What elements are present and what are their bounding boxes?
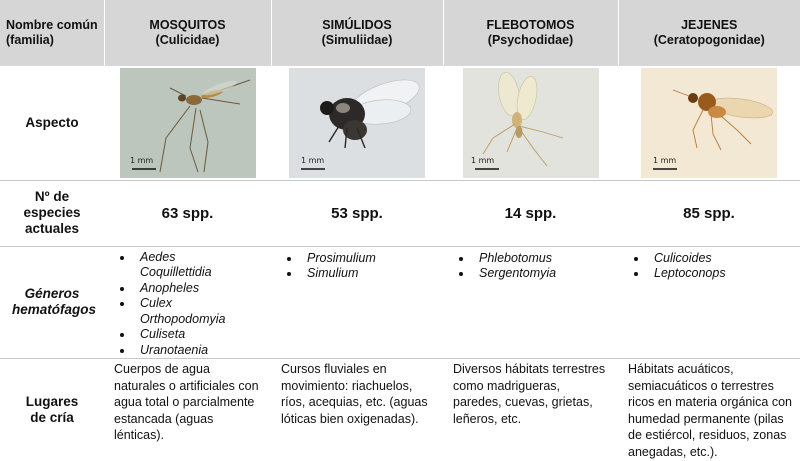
scale-label: 1 mm bbox=[301, 156, 324, 165]
scale-label: 1 mm bbox=[130, 156, 153, 165]
species-count-simulidos: 53 spp. bbox=[271, 180, 443, 246]
column-name: MOSQUITOS bbox=[105, 18, 271, 33]
genus-item: • Simulium bbox=[301, 266, 443, 282]
scale-label: 1 mm bbox=[653, 156, 676, 165]
breeding-site-simulidos: Cursos fluviales en movimiento: riachuelos, ríos, acequias, etc. (aguas lóticas bien oxigenadas). bbox=[271, 359, 443, 461]
species-count-mosquitos: 63 spp. bbox=[104, 180, 271, 246]
column-header-mosquitos bbox=[104, 0, 271, 66]
column-name: JEJENES bbox=[619, 18, 800, 33]
genus-item: • Aedes Coquillettidia bbox=[134, 250, 271, 281]
row-label-especies-text: Nº de especies actuales bbox=[17, 189, 87, 237]
scale-label: 1 mm bbox=[471, 156, 494, 165]
genus-item: • Culex Orthopodomyia bbox=[134, 296, 271, 327]
breeding-site-jejenes: Hábitats acuáticos, semiacuáticos o terrestres ricos en materia orgánica con humedad permanente (pilas de estiércol, residuos, zonas anegadas, etc.). bbox=[618, 359, 800, 461]
genus-item: • Leptoconops bbox=[648, 266, 800, 282]
breeding-site-mosquitos: Cuerpos de agua naturales o artificiales con agua total o parcialmente estancada (aguas lénticas). bbox=[104, 359, 271, 461]
row-label-generos bbox=[0, 246, 104, 359]
column-family: (Psychodidae) bbox=[444, 33, 618, 48]
column-family: (Ceratopogonidae) bbox=[619, 33, 800, 48]
breeding-site-flebotomos: Diversos hábitats terrestres como madrigueras, paredes, cuevas, grietas, leñeros, etc. bbox=[443, 359, 618, 461]
row-label-cria bbox=[0, 359, 104, 461]
column-header-simulidos bbox=[271, 0, 443, 66]
genera-list-mosquitos bbox=[104, 250, 271, 359]
species-count-jejenes: 85 spp. bbox=[618, 180, 800, 246]
genera-list-jejenes bbox=[618, 251, 800, 282]
column-name: SIMÚLIDOS bbox=[272, 18, 443, 33]
genera-list-flebotomos bbox=[443, 251, 618, 282]
sandfly-photo bbox=[463, 68, 599, 178]
cria-row bbox=[0, 359, 800, 461]
especies-row bbox=[0, 180, 800, 246]
row-label-cria-text: Lugares de cría bbox=[17, 394, 87, 426]
species-count-flebotomos: 14 spp. bbox=[443, 180, 618, 246]
row-label-aspecto: Aspecto bbox=[0, 66, 104, 180]
genus-item: • Uranotaenia bbox=[134, 343, 271, 359]
genus-item: • Prosimulium bbox=[301, 251, 443, 267]
aspecto-row bbox=[0, 66, 800, 180]
genus-item: • Phlebotomus bbox=[473, 251, 618, 267]
row-label-generos-text: Géneros hematófagos bbox=[12, 286, 92, 318]
column-header-flebotomos bbox=[443, 0, 618, 66]
column-name: FLEBOTOMOS bbox=[444, 18, 618, 33]
genus-item: • Sergentomyia bbox=[473, 266, 618, 282]
biting-midge-photo bbox=[641, 68, 777, 178]
header-row-label: Nombre común (familia) bbox=[0, 0, 104, 66]
header-row bbox=[0, 0, 800, 66]
genus-item: • Anopheles bbox=[134, 281, 271, 297]
row-label-especies bbox=[0, 180, 104, 246]
column-family: (Simuliidae) bbox=[272, 33, 443, 48]
genus-item: • Culicoides bbox=[648, 251, 800, 267]
column-header-jejenes bbox=[618, 0, 800, 66]
genus-item: • Culiseta bbox=[134, 327, 271, 343]
simulid-photo bbox=[289, 68, 425, 178]
column-family: (Culicidae) bbox=[105, 33, 271, 48]
mosquito-photo bbox=[120, 68, 256, 178]
genera-list-simulidos bbox=[271, 251, 443, 282]
generos-row bbox=[0, 246, 800, 359]
